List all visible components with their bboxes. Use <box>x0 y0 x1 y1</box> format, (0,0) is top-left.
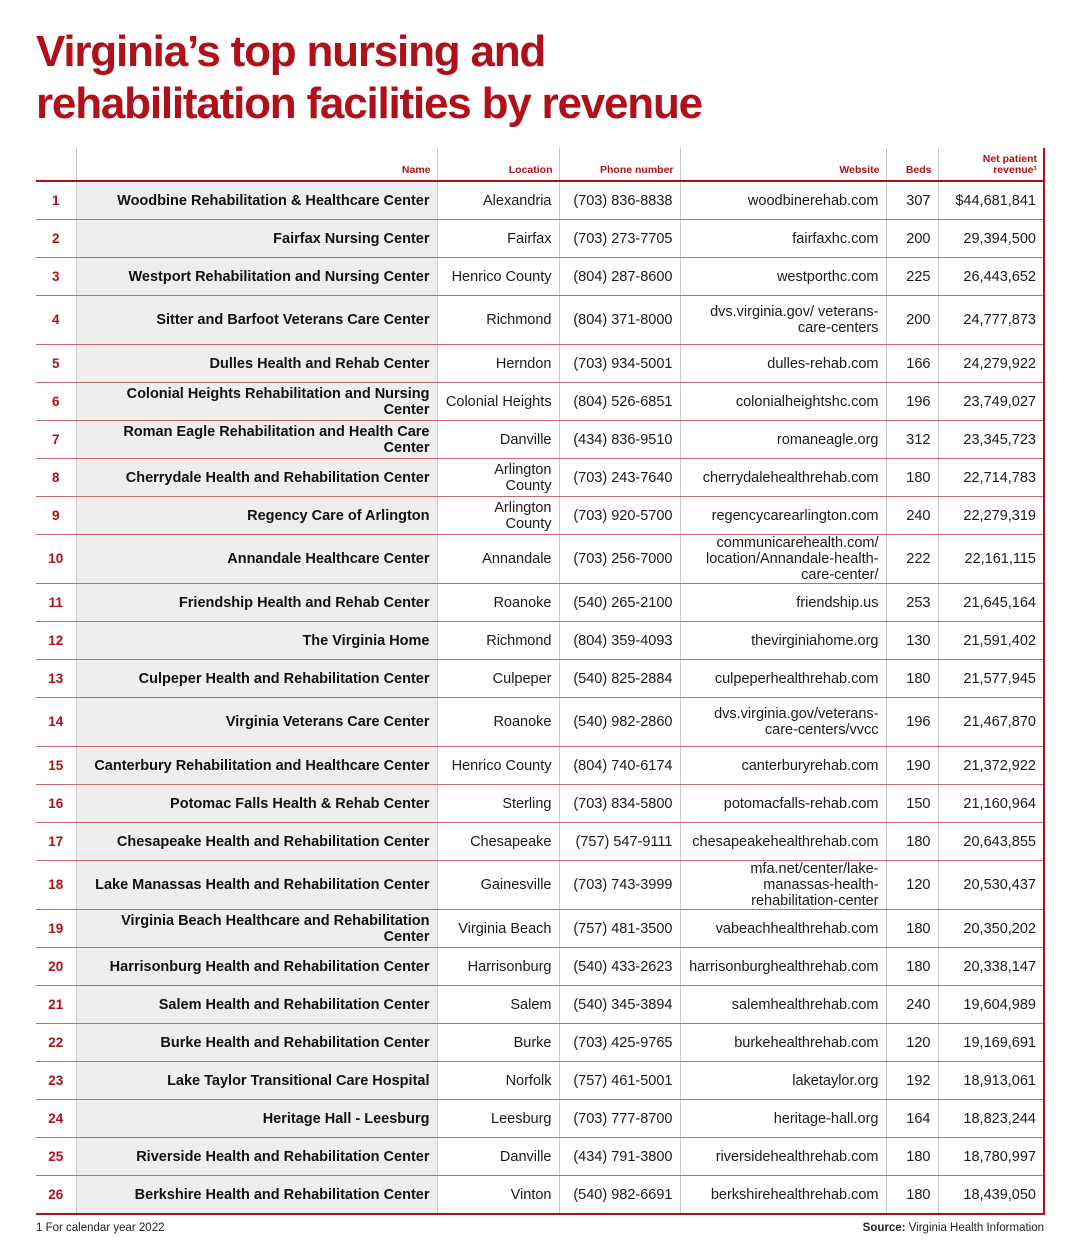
cell-phone: (804) 740-6174 <box>559 747 680 785</box>
cell-website: cherrydalehealthrehab.com <box>680 459 886 497</box>
cell-beds: 307 <box>886 181 938 220</box>
cell-phone: (757) 481-3500 <box>559 910 680 948</box>
cell-beds: 180 <box>886 660 938 698</box>
table-row <box>36 296 1044 345</box>
cell-rank: 14 <box>36 698 76 747</box>
cell-location: Virginia Beach <box>437 910 559 948</box>
source-label: Source: <box>862 1222 906 1234</box>
cell-website: canterburyrehab.com <box>680 747 886 785</box>
cell-location: Roanoke <box>437 698 559 747</box>
cell-revenue: 18,780,997 <box>938 1138 1044 1176</box>
cell-rank: 8 <box>36 459 76 497</box>
cell-phone: (703) 934-5001 <box>559 345 680 383</box>
table-body <box>36 181 1044 1214</box>
source-credit <box>863 1222 1044 1234</box>
cell-phone: (540) 345-3894 <box>559 986 680 1024</box>
cell-revenue: 19,169,691 <box>938 1024 1044 1062</box>
title-line-1: Virginia’s top nursing and <box>36 27 546 76</box>
facilities-table <box>36 148 1045 1215</box>
table-row <box>36 383 1044 421</box>
cell-beds: 130 <box>886 622 938 660</box>
header-rank <box>36 148 76 181</box>
cell-rank: 25 <box>36 1138 76 1176</box>
cell-revenue: 23,345,723 <box>938 421 1044 459</box>
cell-location: Fairfax <box>437 220 559 258</box>
cell-rank: 20 <box>36 948 76 986</box>
cell-beds: 192 <box>886 1062 938 1100</box>
cell-location: Alexandria <box>437 181 559 220</box>
cell-rank: 26 <box>36 1176 76 1215</box>
cell-website: salemhealthrehab.com <box>680 986 886 1024</box>
table-row <box>36 345 1044 383</box>
table-row <box>36 698 1044 747</box>
cell-website: fairfaxhc.com <box>680 220 886 258</box>
cell-rank: 18 <box>36 861 76 910</box>
cell-rank: 3 <box>36 258 76 296</box>
cell-revenue: 29,394,500 <box>938 220 1044 258</box>
cell-revenue: 26,443,652 <box>938 258 1044 296</box>
cell-location: Herndon <box>437 345 559 383</box>
cell-revenue: 24,279,922 <box>938 345 1044 383</box>
cell-location: Vinton <box>437 1176 559 1215</box>
cell-facility-name: Chesapeake Health and Rehabilitation Center <box>76 823 437 861</box>
cell-beds: 120 <box>886 1024 938 1062</box>
cell-website: dulles-rehab.com <box>680 345 886 383</box>
cell-website: harrisonburghealthrehab.com <box>680 948 886 986</box>
cell-phone: (804) 287-8600 <box>559 258 680 296</box>
cell-location: Richmond <box>437 296 559 345</box>
table-row <box>36 181 1044 220</box>
cell-phone: (434) 836-9510 <box>559 421 680 459</box>
cell-facility-name: Potomac Falls Health & Rehab Center <box>76 785 437 823</box>
cell-beds: 240 <box>886 497 938 535</box>
cell-rank: 16 <box>36 785 76 823</box>
cell-beds: 180 <box>886 910 938 948</box>
cell-revenue: 18,823,244 <box>938 1100 1044 1138</box>
cell-facility-name: Friendship Health and Rehab Center <box>76 584 437 622</box>
cell-location: Roanoke <box>437 584 559 622</box>
cell-rank: 9 <box>36 497 76 535</box>
header-phone: Phone number <box>559 148 680 181</box>
cell-facility-name: Riverside Health and Rehabilitation Center <box>76 1138 437 1176</box>
table-row <box>36 1176 1044 1215</box>
table-row <box>36 823 1044 861</box>
footnote: 1 For calendar year 2022 <box>36 1222 165 1234</box>
cell-location: Arlington County <box>437 459 559 497</box>
cell-phone: (703) 777-8700 <box>559 1100 680 1138</box>
table-row <box>36 785 1044 823</box>
cell-phone: (757) 461-5001 <box>559 1062 680 1100</box>
cell-facility-name: Heritage Hall - Leesburg <box>76 1100 437 1138</box>
header-name: Name <box>76 148 437 181</box>
cell-location: Colonial Heights <box>437 383 559 421</box>
cell-website: riversidehealthrehab.com <box>680 1138 886 1176</box>
cell-rank: 11 <box>36 584 76 622</box>
cell-website: culpeperhealthrehab.com <box>680 660 886 698</box>
cell-facility-name: Canterbury Rehabilitation and Healthcare Center <box>76 747 437 785</box>
header-revenue-line-2: revenue¹ <box>993 164 1037 176</box>
cell-revenue: 22,279,319 <box>938 497 1044 535</box>
table-row <box>36 584 1044 622</box>
cell-rank: 13 <box>36 660 76 698</box>
cell-website: friendship.us <box>680 584 886 622</box>
cell-location: Annandale <box>437 535 559 584</box>
header-revenue <box>938 148 1044 181</box>
cell-phone: (703) 920-5700 <box>559 497 680 535</box>
cell-rank: 4 <box>36 296 76 345</box>
table-row <box>36 986 1044 1024</box>
table-row <box>36 459 1044 497</box>
cell-phone: (703) 743-3999 <box>559 861 680 910</box>
cell-location: Arlington County <box>437 497 559 535</box>
cell-website: colonialheightshc.com <box>680 383 886 421</box>
cell-beds: 120 <box>886 861 938 910</box>
cell-revenue: 21,467,870 <box>938 698 1044 747</box>
cell-website: laketaylor.org <box>680 1062 886 1100</box>
cell-revenue: 24,777,873 <box>938 296 1044 345</box>
cell-location: Henrico County <box>437 747 559 785</box>
cell-rank: 7 <box>36 421 76 459</box>
cell-facility-name: Burke Health and Rehabilitation Center <box>76 1024 437 1062</box>
table-row <box>36 622 1044 660</box>
table-row <box>36 1062 1044 1100</box>
cell-phone: (703) 256-7000 <box>559 535 680 584</box>
cell-revenue: 21,160,964 <box>938 785 1044 823</box>
cell-beds: 180 <box>886 948 938 986</box>
header-revenue-line-1: Net patient <box>982 153 1037 165</box>
cell-location: Burke <box>437 1024 559 1062</box>
cell-beds: 200 <box>886 296 938 345</box>
cell-facility-name: Woodbine Rehabilitation & Healthcare Center <box>76 181 437 220</box>
cell-beds: 180 <box>886 1176 938 1215</box>
cell-beds: 150 <box>886 785 938 823</box>
cell-phone: (804) 371-8000 <box>559 296 680 345</box>
cell-revenue: 20,643,855 <box>938 823 1044 861</box>
cell-revenue: 19,604,989 <box>938 986 1044 1024</box>
cell-phone: (703) 836-8838 <box>559 181 680 220</box>
cell-website: communicarehealth.com/ location/Annandale-health- care-center/ <box>680 535 886 584</box>
cell-rank: 2 <box>36 220 76 258</box>
facilities-table-container <box>36 148 1044 1215</box>
cell-beds: 180 <box>886 823 938 861</box>
cell-revenue: 20,350,202 <box>938 910 1044 948</box>
cell-location: Harrisonburg <box>437 948 559 986</box>
cell-website: woodbinerehab.com <box>680 181 886 220</box>
cell-revenue: $44,681,841 <box>938 181 1044 220</box>
cell-location: Salem <box>437 986 559 1024</box>
cell-revenue: 21,645,164 <box>938 584 1044 622</box>
header-website: Website <box>680 148 886 181</box>
table-row <box>36 660 1044 698</box>
cell-facility-name: Regency Care of Arlington <box>76 497 437 535</box>
cell-facility-name: Berkshire Health and Rehabilitation Center <box>76 1176 437 1215</box>
cell-beds: 196 <box>886 383 938 421</box>
cell-facility-name: Culpeper Health and Rehabilitation Center <box>76 660 437 698</box>
cell-location: Henrico County <box>437 258 559 296</box>
table-row <box>36 535 1044 584</box>
cell-rank: 24 <box>36 1100 76 1138</box>
cell-facility-name: Cherrydale Health and Rehabilitation Center <box>76 459 437 497</box>
cell-website: dvs.virginia.gov/ veterans-care-centers <box>680 296 886 345</box>
cell-revenue: 22,161,115 <box>938 535 1044 584</box>
cell-website: dvs.virginia.gov/veterans- care-centers/vvcc <box>680 698 886 747</box>
header-row <box>36 148 1044 181</box>
cell-beds: 196 <box>886 698 938 747</box>
cell-facility-name: Lake Manassas Health and Rehabilitation Center <box>76 861 437 910</box>
table-row <box>36 948 1044 986</box>
cell-phone: (540) 265-2100 <box>559 584 680 622</box>
cell-beds: 190 <box>886 747 938 785</box>
cell-website: potomacfalls-rehab.com <box>680 785 886 823</box>
cell-website: regencycarearlington.com <box>680 497 886 535</box>
cell-phone: (540) 433-2623 <box>559 948 680 986</box>
cell-location: Gainesville <box>437 861 559 910</box>
cell-facility-name: Roman Eagle Rehabilitation and Health Care Center <box>76 421 437 459</box>
cell-rank: 1 <box>36 181 76 220</box>
cell-revenue: 21,577,945 <box>938 660 1044 698</box>
cell-location: Norfolk <box>437 1062 559 1100</box>
cell-website: romaneagle.org <box>680 421 886 459</box>
cell-facility-name: The Virginia Home <box>76 622 437 660</box>
table-row <box>36 910 1044 948</box>
cell-facility-name: Fairfax Nursing Center <box>76 220 437 258</box>
cell-website: thevirginiahome.org <box>680 622 886 660</box>
cell-website: vabeachhealthrehab.com <box>680 910 886 948</box>
cell-website: westporthc.com <box>680 258 886 296</box>
cell-revenue: 18,913,061 <box>938 1062 1044 1100</box>
table-row <box>36 421 1044 459</box>
cell-beds: 240 <box>886 986 938 1024</box>
cell-facility-name: Virginia Beach Healthcare and Rehabilitation Center <box>76 910 437 948</box>
cell-location: Leesburg <box>437 1100 559 1138</box>
cell-phone: (703) 425-9765 <box>559 1024 680 1062</box>
title-line-2: rehabilitation facilities by revenue <box>36 79 702 128</box>
cell-rank: 6 <box>36 383 76 421</box>
cell-rank: 10 <box>36 535 76 584</box>
cell-beds: 180 <box>886 459 938 497</box>
cell-revenue: 23,749,027 <box>938 383 1044 421</box>
cell-rank: 21 <box>36 986 76 1024</box>
cell-beds: 253 <box>886 584 938 622</box>
cell-rank: 15 <box>36 747 76 785</box>
cell-phone: (703) 243-7640 <box>559 459 680 497</box>
cell-phone: (540) 825-2884 <box>559 660 680 698</box>
cell-facility-name: Salem Health and Rehabilitation Center <box>76 986 437 1024</box>
cell-revenue: 20,530,437 <box>938 861 1044 910</box>
cell-phone: (804) 359-4093 <box>559 622 680 660</box>
table-row <box>36 1100 1044 1138</box>
cell-facility-name: Lake Taylor Transitional Care Hospital <box>76 1062 437 1100</box>
cell-website: berkshirehealthrehab.com <box>680 1176 886 1215</box>
cell-revenue: 20,338,147 <box>938 948 1044 986</box>
table-row <box>36 1138 1044 1176</box>
cell-phone: (703) 273-7705 <box>559 220 680 258</box>
cell-beds: 222 <box>886 535 938 584</box>
header-beds: Beds <box>886 148 938 181</box>
table-row <box>36 747 1044 785</box>
cell-revenue: 21,372,922 <box>938 747 1044 785</box>
cell-revenue: 21,591,402 <box>938 622 1044 660</box>
cell-phone: (434) 791-3800 <box>559 1138 680 1176</box>
table-row <box>36 258 1044 296</box>
cell-rank: 19 <box>36 910 76 948</box>
cell-rank: 5 <box>36 345 76 383</box>
cell-beds: 225 <box>886 258 938 296</box>
cell-revenue: 18,439,050 <box>938 1176 1044 1215</box>
cell-location: Danville <box>437 421 559 459</box>
cell-beds: 200 <box>886 220 938 258</box>
cell-rank: 17 <box>36 823 76 861</box>
table-header <box>36 148 1044 181</box>
cell-rank: 22 <box>36 1024 76 1062</box>
page-title <box>36 26 1036 130</box>
cell-beds: 166 <box>886 345 938 383</box>
cell-rank: 12 <box>36 622 76 660</box>
cell-location: Richmond <box>437 622 559 660</box>
cell-beds: 180 <box>886 1138 938 1176</box>
cell-location: Culpeper <box>437 660 559 698</box>
table-row <box>36 861 1044 910</box>
cell-facility-name: Sitter and Barfoot Veterans Care Center <box>76 296 437 345</box>
cell-facility-name: Dulles Health and Rehab Center <box>76 345 437 383</box>
cell-facility-name: Harrisonburg Health and Rehabilitation Center <box>76 948 437 986</box>
cell-location: Sterling <box>437 785 559 823</box>
table-row <box>36 497 1044 535</box>
cell-phone: (757) 547-9111 <box>559 823 680 861</box>
source-text: Virginia Health Information <box>905 1222 1044 1234</box>
cell-phone: (804) 526-6851 <box>559 383 680 421</box>
table-row <box>36 220 1044 258</box>
cell-phone: (540) 982-2860 <box>559 698 680 747</box>
cell-website: chesapeakehealthrehab.com <box>680 823 886 861</box>
cell-facility-name: Westport Rehabilitation and Nursing Center <box>76 258 437 296</box>
cell-facility-name: Annandale Healthcare Center <box>76 535 437 584</box>
cell-location: Danville <box>437 1138 559 1176</box>
cell-beds: 312 <box>886 421 938 459</box>
header-location: Location <box>437 148 559 181</box>
cell-phone: (540) 982-6691 <box>559 1176 680 1215</box>
cell-website: burkehealthrehab.com <box>680 1024 886 1062</box>
cell-revenue: 22,714,783 <box>938 459 1044 497</box>
cell-facility-name: Colonial Heights Rehabilitation and Nursing Center <box>76 383 437 421</box>
cell-location: Chesapeake <box>437 823 559 861</box>
cell-website: heritage-hall.org <box>680 1100 886 1138</box>
cell-rank: 23 <box>36 1062 76 1100</box>
cell-beds: 164 <box>886 1100 938 1138</box>
cell-phone: (703) 834-5800 <box>559 785 680 823</box>
table-row <box>36 1024 1044 1062</box>
cell-facility-name: Virginia Veterans Care Center <box>76 698 437 747</box>
cell-website: mfa.net/center/lake- manassas-health- rehabilitation-center <box>680 861 886 910</box>
